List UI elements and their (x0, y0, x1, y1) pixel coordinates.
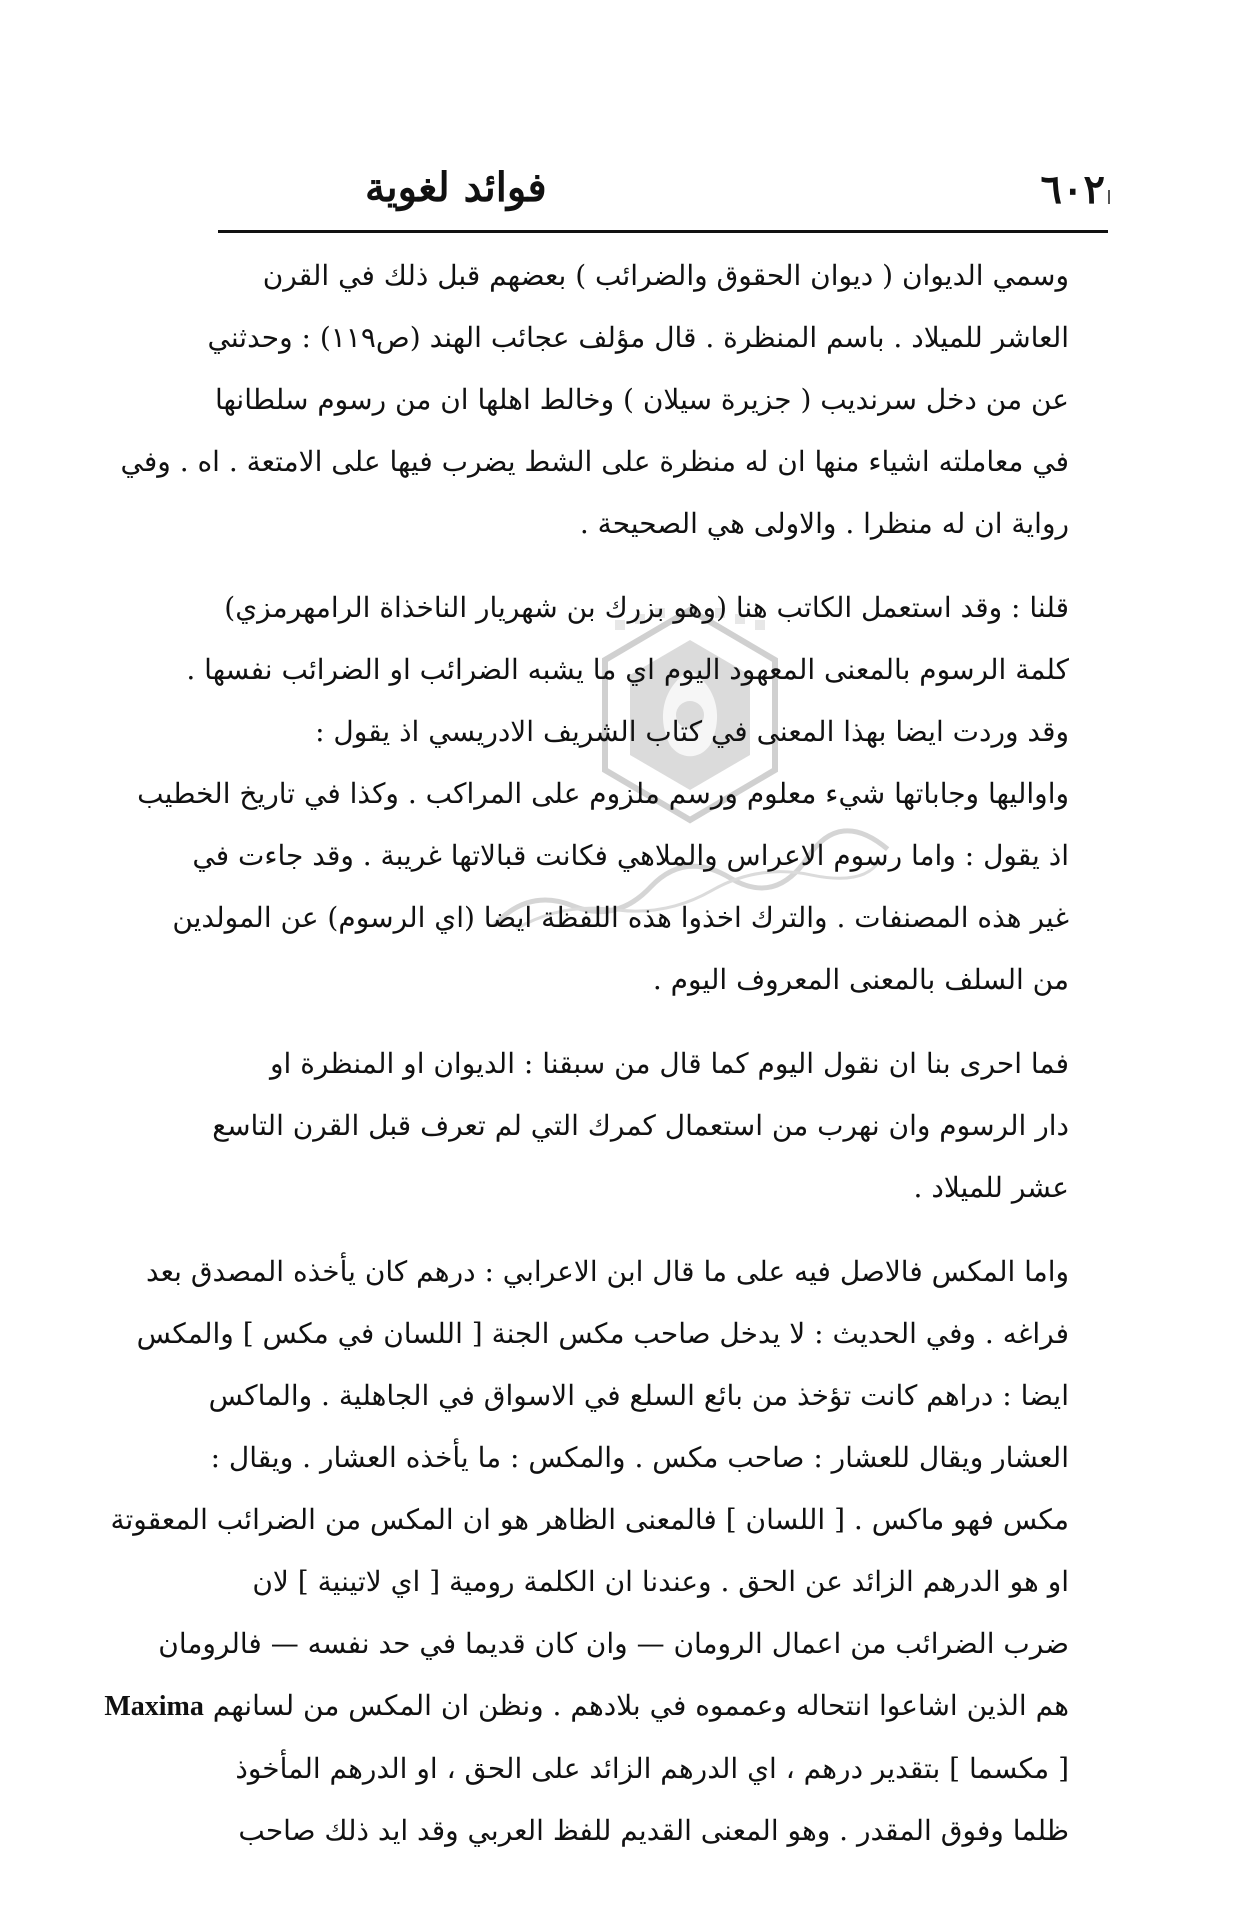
text-line: ضرب الضرائب من اعمال الرومان — وان كان قديما في حد نفسه — فالرومان (158, 1627, 1069, 1660)
text-line: رواية ان له منظرا . والاولى هي الصحيحة . (579, 507, 1069, 540)
text-line: عن من دخل سرنديب ( جزيرة سيلان ) وخالط اهلها ان من رسوم سلطانها (214, 383, 1069, 416)
text-line: قلنا : وقد استعمل الكاتب هنا (وهو بزرك بن شهريار الناخذاة الرامهرمزي) (224, 591, 1069, 624)
text-line: ايضا : دراهم كانت تؤخذ من بائع السلع في الاسواق في الجاهلية . والماكس (208, 1379, 1069, 1412)
text-line: واما المكس فالاصل فيه على ما قال ابن الاعرابي : درهم كان يأخذه المصدق بعد (145, 1255, 1069, 1288)
running-title: فوائد لغوية (365, 164, 547, 211)
text-line: ظلما وفوق المقدر . وهو المعنى القديم للفظ العربي وقد ايد ذلك صاحب (238, 1814, 1069, 1847)
paragraph-idrisi (137, 701, 1105, 1011)
paragraph-diwan (120, 245, 1105, 555)
text-line: [ مكسما ] بتقدير درهم ، اي الدرهم الزائد على الحق ، او الدرهم المأخوذ (235, 1752, 1069, 1785)
text-line: واواليها وجاباتها شيء معلوم ورسم ملزوم على المراكب . وكذا في تاريخ الخطيب (137, 777, 1069, 810)
text-line: في معاملته اشياء منها ان له منظرة على الشط يضرب فيها على الامتعة . اه . وفي (120, 445, 1069, 478)
text-line: عشر للميلاد . (913, 1171, 1069, 1204)
margin-mark (1108, 190, 1110, 204)
text-line: كلمة الرسوم بالمعنى المعهود اليوم اي ما يشبه الضرائب او الضرائب نفسها . (186, 653, 1069, 686)
text-line: وسمي الديوان ( ديوان الحقوق والضرائب ) بعضهم قبل ذلك في القرن (262, 259, 1069, 292)
paragraph-conclusion (212, 1033, 1105, 1219)
text-line (104, 1675, 1105, 1738)
paragraph-maks (104, 1241, 1105, 1862)
header-rule (218, 230, 1108, 233)
text-line: دار الرسوم وان نهرب من استعمال كمرك التي لم تعرف قبل القرن التاسع (212, 1109, 1069, 1142)
text-line: فراغه . وفي الحديث : لا يدخل صاحب مكس الجنة [ اللسان في مكس ] والمكس (136, 1317, 1069, 1350)
paragraph-rusum (186, 577, 1105, 701)
text-line: مكس فهو ماكس . [ اللسان ] فالمعنى الظاهر هو ان المكس من الضرائب المعقوتة (110, 1503, 1069, 1536)
text-line: فما احرى بنا ان نقول اليوم كما قال من سبقنا : الديوان او المنظرة او (270, 1047, 1069, 1080)
body-text (104, 245, 1105, 1862)
page-number: ٦٠٢ (1040, 166, 1105, 213)
text-line: اذ يقول : واما رسوم الاعراس والملاهي فكانت قبالاتها غريبة . وقد جاءت في (192, 839, 1069, 872)
page-header (225, 158, 1105, 222)
text-line: العاشر للميلاد . باسم المنظرة . قال مؤلف عجائب الهند (ص١١٩) : وحدثني (207, 321, 1069, 354)
text-line-segment: هم الذين اشاعوا انتحاله وعمموه في بلادهم . ونظن ان المكس من لسانهم (212, 1689, 1069, 1722)
text-line: او هو الدرهم الزائد عن الحق . وعندنا ان الكلمة رومية [ اي لاتينية ] لان (252, 1565, 1069, 1598)
text-line: وقد وردت ايضا بهذا المعنى في كتاب الشريف الادريسي اذ يقول : (315, 715, 1069, 748)
latin-word: Maxima (104, 1691, 204, 1722)
text-line: غير هذه المصنفات . والترك اخذوا هذه اللفظة ايضا (اي الرسوم) عن المولدين (172, 901, 1069, 934)
text-line: العشار ويقال للعشار : صاحب مكس . والمكس : ما يأخذه العشار . ويقال : (210, 1441, 1069, 1474)
text-line: من السلف بالمعنى المعروف اليوم . (652, 963, 1069, 996)
